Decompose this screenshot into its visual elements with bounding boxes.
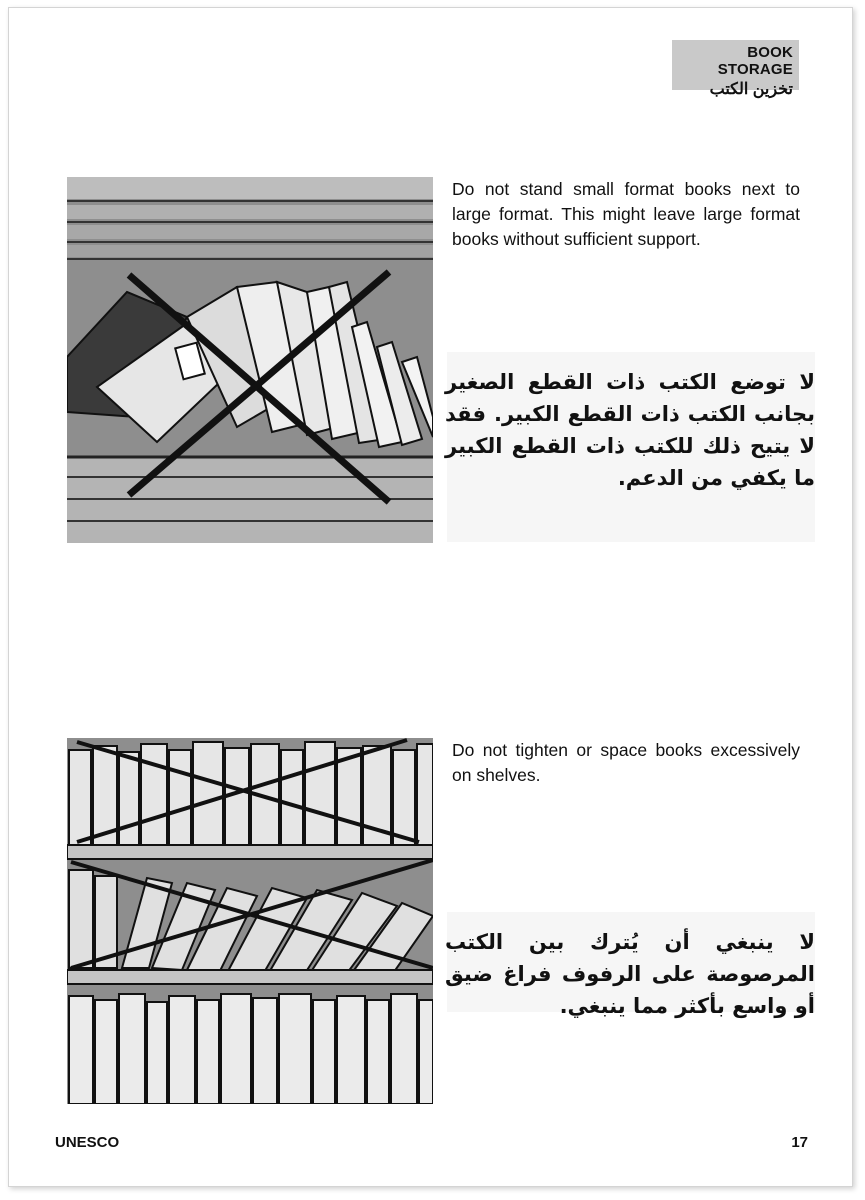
instruction-text-en-2: Do not tighten or space books excessively on shelves. — [452, 740, 800, 785]
instruction-text-ar-1: لا توضع الكتب ذات القطع الصغير بجانب الكتب ذات القطع الكبير. فقد لا يتيح ذلك للكتب ذات القطع الكبير ما يكفي من الدعم. — [445, 370, 815, 490]
crossed-out-shelves-icon — [67, 738, 433, 1104]
page-number: 17 — [791, 1134, 808, 1151]
section-title-en: BOOK STORAGE — [717, 44, 793, 78]
instruction-text-en-1: Do not stand small format books next to large format. This might leave large format books without sufficient support. — [452, 179, 800, 249]
crossed-out-books-leaning-icon — [67, 177, 433, 543]
illustration-leaning-books — [67, 177, 433, 543]
illustration-shelves — [67, 738, 433, 1104]
section-tag — [672, 40, 799, 98]
section-title-ar: تخزين الكتب — [709, 81, 793, 98]
footer-publisher: UNESCO — [55, 1134, 120, 1151]
instruction-text-ar-2: لا ينبغي أن يُترك بين الكتب المرصوصة على الرفوف فراغ ضيق أو واسع بأكثر مما ينبغي. — [445, 930, 815, 1018]
